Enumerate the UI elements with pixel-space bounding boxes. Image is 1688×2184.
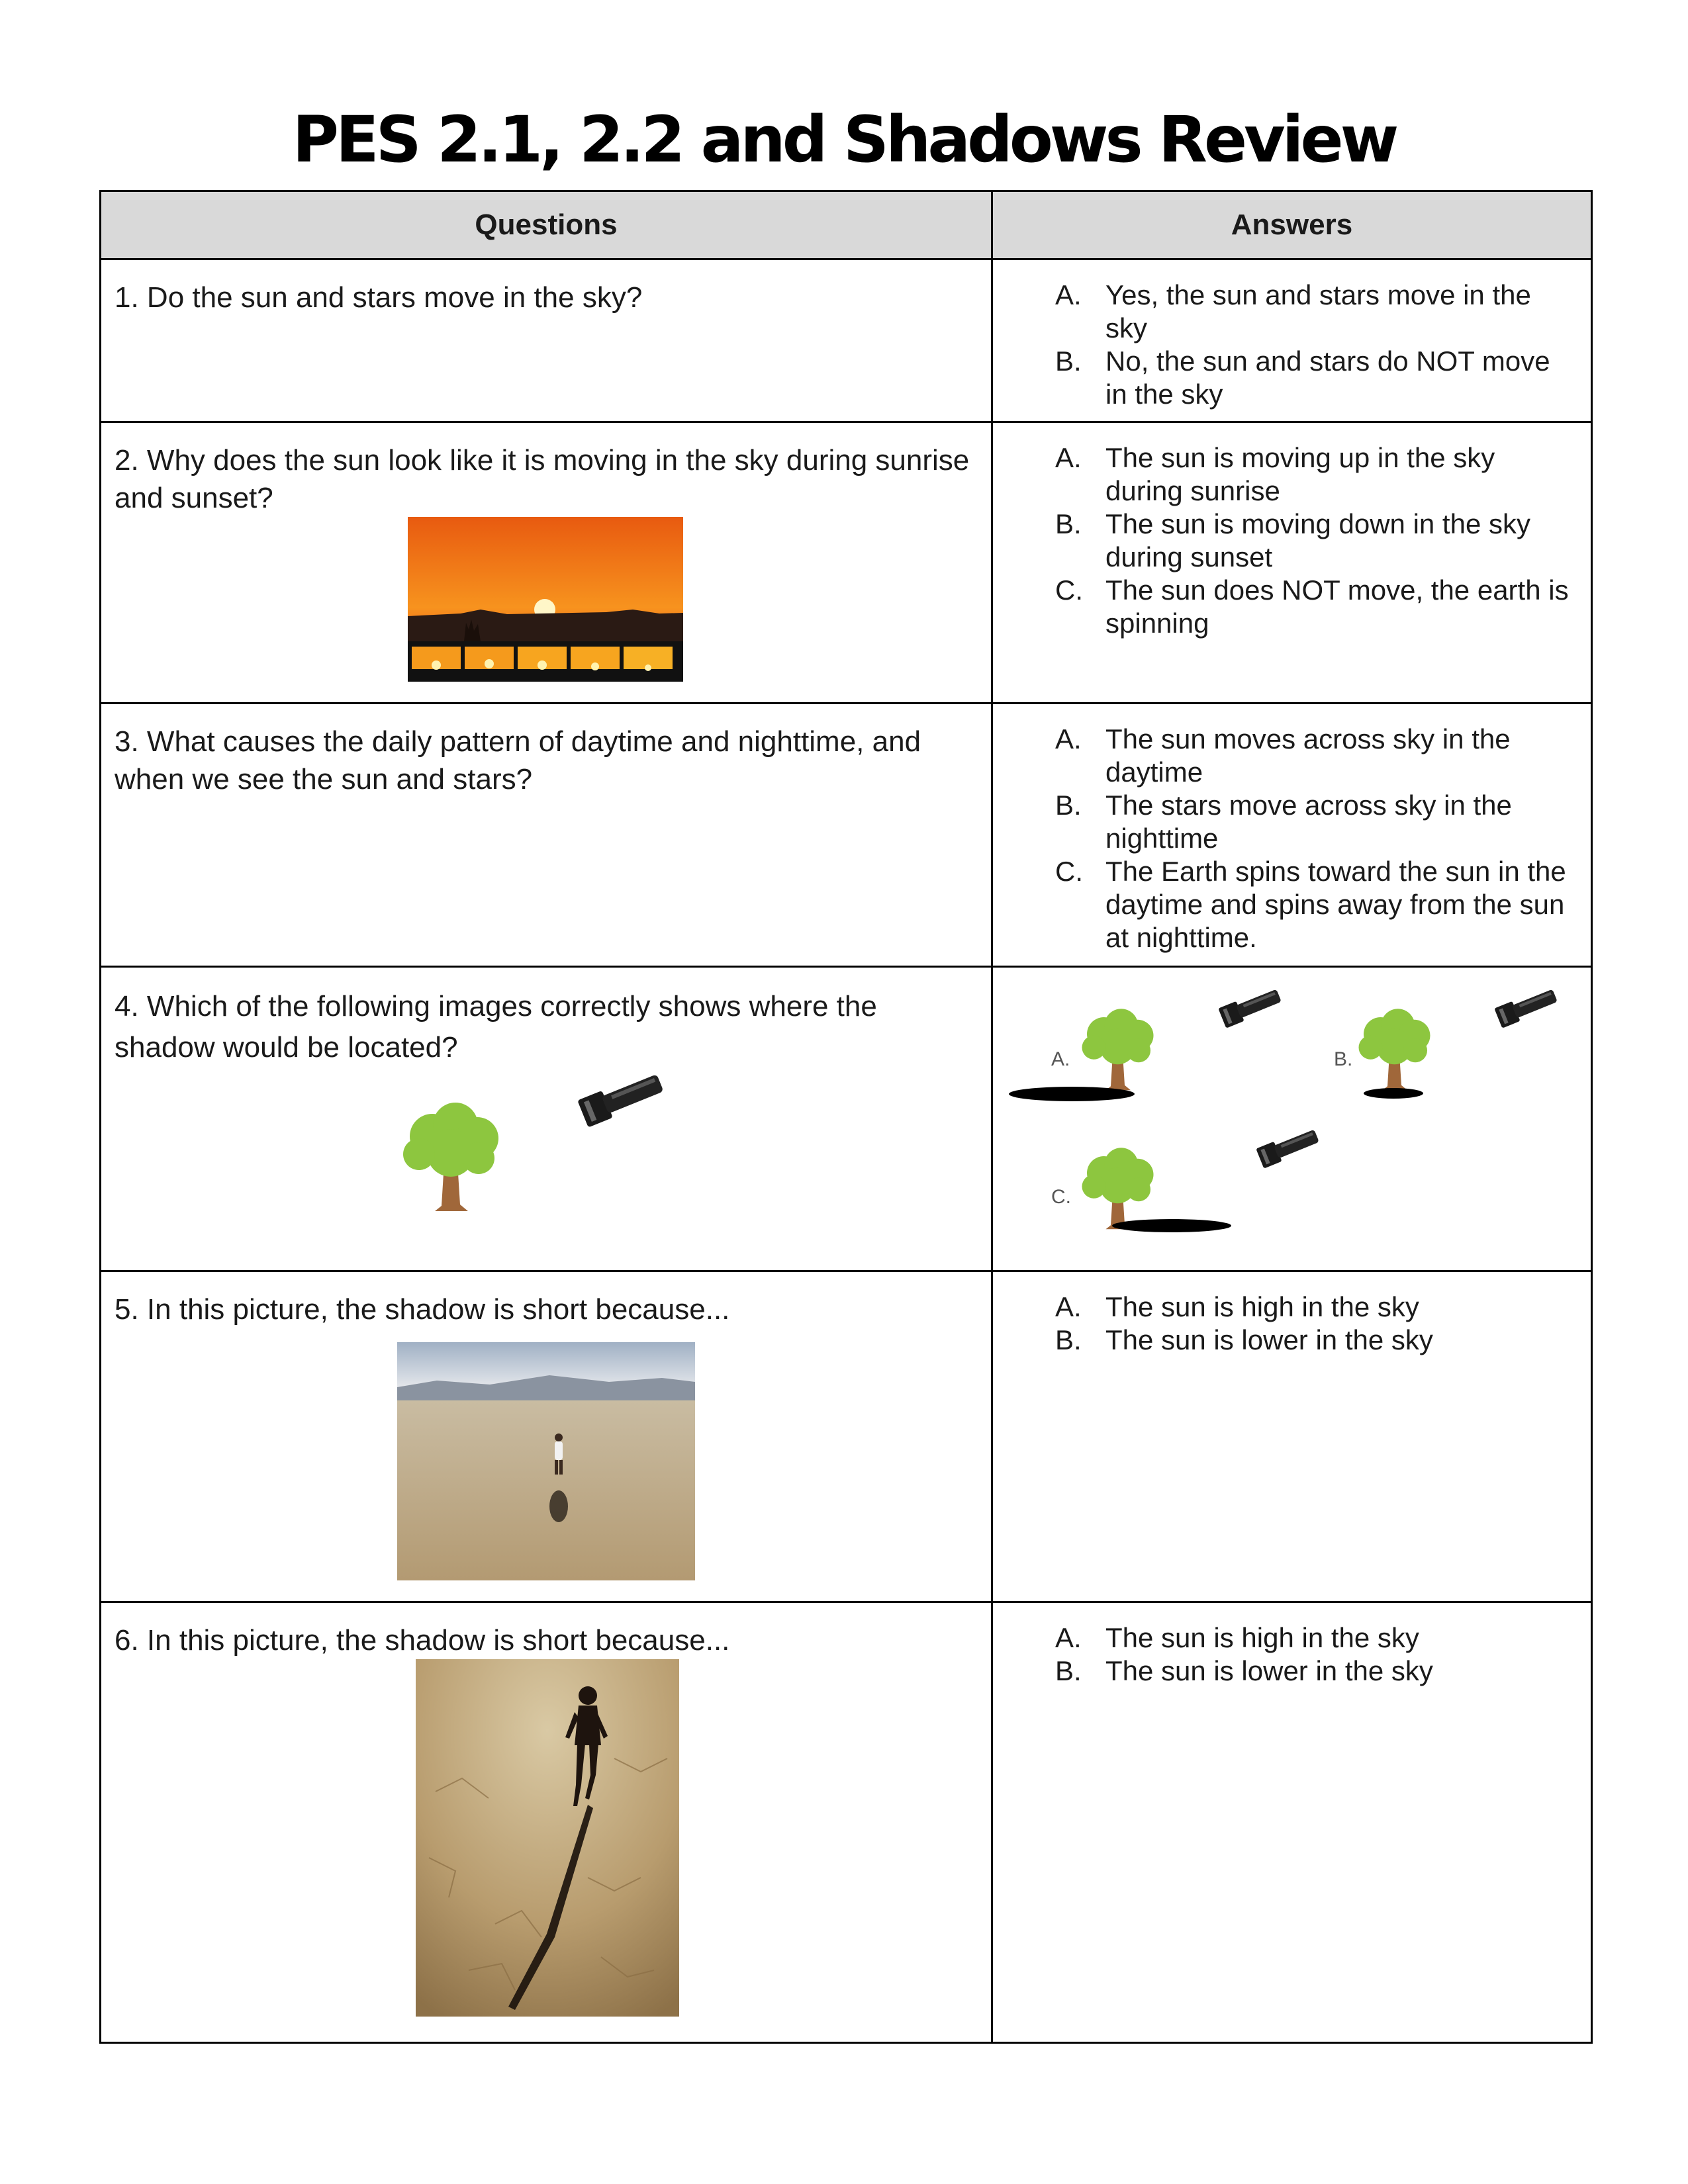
questions-header: Questions [101,191,992,259]
sunset-image [408,517,683,682]
figure-label-a: A. [1051,1048,1070,1070]
answer-option [993,345,1571,411]
answer-cell-5 [992,1271,1592,1602]
answer-text: The sun is high in the sky [1105,1622,1419,1653]
question-row-1 [101,259,1592,422]
answer-letter: A. [1055,1622,1082,1653]
answer-cell-4 [992,967,1592,1271]
answer-option [993,855,1571,954]
question-cell-1 [101,259,992,422]
answer-text: The sun does NOT move, the earth is spinning [1105,574,1569,639]
answer-option [993,1324,1571,1357]
answer-option [993,1621,1571,1655]
answer-cell-3 [992,704,1592,967]
answer-text: The sun moves across sky in the daytime [1105,723,1511,788]
figure-label-c: C. [1051,1186,1071,1208]
tree-icon [1079,1006,1158,1092]
answer-option [993,1291,1571,1324]
question-text-4: 4. Which of the following images correctly shows where the shadow would be located? [115,990,877,1064]
desert-runner-image [416,1659,679,2017]
figure-label-b: B. [1334,1048,1353,1070]
answer-letter: A. [1055,1291,1082,1322]
answer-letter: B. [1055,345,1082,377]
question-cell-2 [101,422,992,704]
page-title: PES 2.1, 2.2 and Shadows Review [292,103,1396,177]
question-text-6: 6. In this picture, the shadow is short because... [115,1624,730,1657]
question-row-2 [101,422,1592,704]
question-text-2: 2. Why does the sun look like it is moving in the sky during sunrise and sunset? [115,444,970,514]
question-row-6 [101,1602,1592,2043]
answer-list-1 [993,279,1571,411]
flashlight-icon [1215,981,1288,1030]
answer-cell-6 [992,1602,1592,2043]
answer-letter: B. [1055,508,1082,539]
question-row-3 [101,704,1592,967]
tree-icon [1356,1006,1435,1092]
shadow-c [1112,1219,1231,1232]
answer-option [993,723,1571,789]
answer-text: The sun is moving down in the sky during sunset [1105,508,1530,572]
answer-cell-1 [992,259,1592,422]
tree-icon [399,1100,505,1212]
answer-text: No, the sun and stars do NOT move in the sky [1105,345,1550,410]
question-cell-6 [101,1602,992,2043]
answers-header: Answers [992,191,1592,259]
answer-letter: A. [1055,442,1082,473]
answer-cell-2 [992,422,1592,704]
flashlight-icon [573,1064,672,1130]
answer-option [993,789,1571,855]
answer-letter: C. [1055,856,1083,887]
answer-option [993,508,1571,574]
answer-option [993,1655,1571,1688]
answer-text: The sun is moving up in the sky during sunrise [1105,442,1495,506]
header-row [101,191,1592,259]
answer-letter: A. [1055,723,1082,754]
desert-runner-image [397,1342,695,1580]
answer-option [993,574,1571,640]
answer-list-6 [993,1621,1571,1688]
answer-text: The sun is lower in the sky [1105,1655,1433,1686]
flashlight-icon [1491,981,1564,1030]
answer-letter: A. [1055,279,1082,310]
question-text-1: 1. Do the sun and stars move in the sky? [115,281,643,314]
answer-text: The Earth spins toward the sun in the daytime and spins away from the sun at nighttime. [1105,856,1566,953]
answer-option [993,441,1571,508]
answer-text: The stars move across sky in the nighttime [1105,790,1512,854]
answer-text: Yes, the sun and stars move in the sky [1105,279,1531,343]
answer-letter: B. [1055,1324,1082,1355]
question-row-5 [101,1271,1592,1602]
answer-list-2 [993,441,1571,640]
tree-icon [1079,1145,1158,1231]
flashlight-icon [1252,1121,1325,1171]
answer-list-3 [993,723,1571,954]
question-cell-3 [101,704,992,967]
answer-letter: B. [1055,790,1082,821]
answer-list-5 [993,1291,1571,1357]
question-cell-5 [101,1271,992,1602]
question-text-3: 3. What causes the daily pattern of daytime and nighttime, and when we see the sun and stars? [115,725,921,796]
review-table [99,190,1593,2044]
answer-text: The sun is high in the sky [1105,1291,1419,1322]
shadow-b [1364,1088,1423,1099]
answer-letter: C. [1055,574,1083,606]
question-row-4 [101,967,1592,1271]
question-cell-4 [101,967,992,1271]
question-text-5: 5. In this picture, the shadow is short because... [115,1293,730,1326]
answer-letter: B. [1055,1655,1082,1686]
shadow-a [1009,1087,1135,1101]
answer-option [993,279,1571,345]
answer-text: The sun is lower in the sky [1105,1324,1433,1355]
